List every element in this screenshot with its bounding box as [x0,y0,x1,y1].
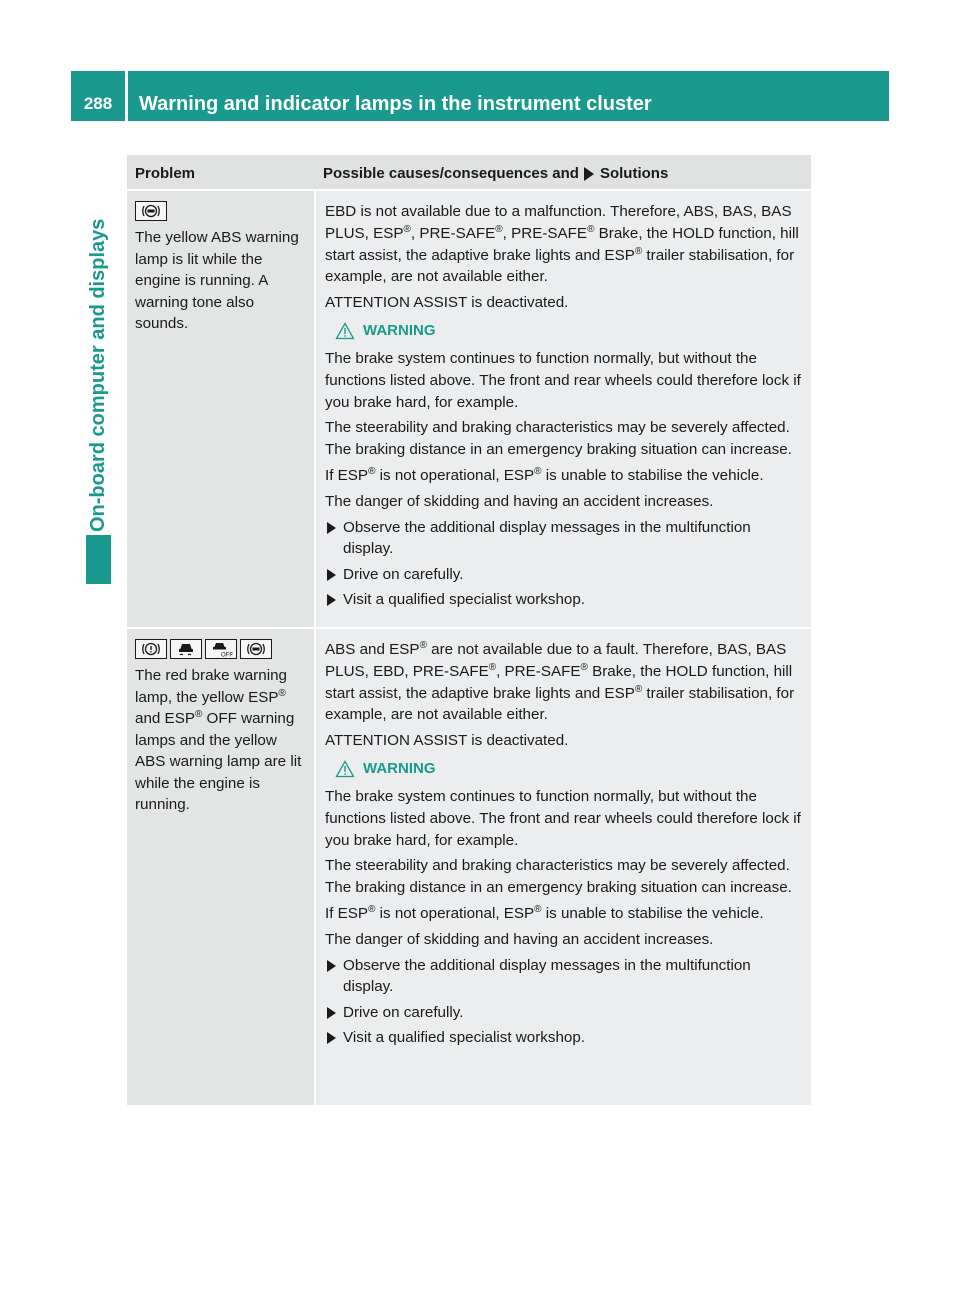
step-arrow-icon [327,1032,336,1044]
attention-assist-note: ATTENTION ASSIST is deactivated. [325,732,569,750]
problem-text: The yellow ABS warning lamp is lit while the engine is running. A warning tone also sounds. [135,229,299,332]
warning-heading: WARNING [335,760,804,778]
col-header-problem: Problem [135,165,196,182]
danger-note: The danger of skidding and having an accident increases. [325,930,714,948]
action-step: Observe the additional display messages in the multifunction display. [325,517,804,560]
action-step: Visit a qualified specialist workshop. [325,589,804,611]
step-arrow-icon [327,569,336,581]
action-step: Drive on carefully. [325,1002,804,1024]
col-header-solutions [314,155,811,189]
col-header-solutions-a: Possible causes/consequences and [323,165,579,182]
warning-text: The brake system continues to function normally, but without the functions listed above. The front and rear wheels could therefore lock if you brake hard, for example. [325,349,801,411]
abs-warning-icon [240,639,272,659]
action-step: Drive on carefully. [325,564,804,586]
warning-triangle-icon [335,760,355,778]
brake-warning-icon [135,639,167,659]
warning-text: The steerability and braking characteristics may be severely affected. The braking distance in an emergency braking situation can increase. [325,857,792,897]
warning-text: The steerability and braking characteristics may be severely affected. The braking distance in an emergency braking situation can increase. [325,419,792,459]
esp-warning-icon [170,639,202,659]
abs-warning-icon [135,201,167,221]
page-title: Warning and indicator lamps in the instrument cluster [139,93,652,115]
esp-note: If ESP® is not operational, ESP® is unable to stabilise the vehicle. [325,903,764,922]
cause-paragraph: EBD is not available due to a malfunction. Therefore, ABS, BAS, BAS PLUS, ESP®, PRE-SAFE®, PRE-SAFE® Brake, the HOLD function, hill start assist, the adaptive brake lights and ESP® trailer stabilisation, for example, are not available either. [325,203,799,286]
step-arrow-icon [327,522,336,534]
lamp-icons [135,201,306,221]
esp-note: If ESP® is not operational, ESP® is unable to stabilise the vehicle. [325,465,764,484]
col-header-solutions-b: Solutions [599,165,669,182]
action-step: Observe the additional display messages in the multifunction display. [325,955,804,998]
side-tab-marker [86,535,111,584]
problem-text: The red brake warning lamp, the yellow ESP® and ESP® OFF warning lamps and the yellow ABS warning lamp are lit while the engine is running. [135,667,302,813]
lamp-icons [135,639,306,659]
solution-cell [314,629,811,1105]
warning-lamp-table [127,155,811,1105]
action-step: Visit a qualified specialist workshop. [325,1027,804,1049]
step-arrow-icon [327,960,336,972]
warning-text: The brake system continues to function normally, but without the functions listed above. The front and rear wheels could therefore lock if you brake hard, for example. [325,787,801,849]
step-arrow-icon [327,1007,336,1019]
warning-heading: WARNING [335,322,804,340]
warning-triangle-icon [335,322,355,340]
page-number: 288 [83,94,113,113]
esp-off-icon [205,639,237,659]
step-arrow-icon [327,594,336,606]
arrow-right-icon [584,167,594,181]
header-divider [125,71,128,121]
cause-paragraph: ABS and ESP® are not available due to a fault. Therefore, BAS, BAS PLUS, EBD, PRE-SAFE®, PRE-SAFE® Brake, the HOLD function, hill start assist, the adaptive brake lights and ESP® trailer stabilisation, for example, are not available either. [325,639,795,724]
table-row [127,627,811,1105]
danger-note: The danger of skidding and having an accident increases. [325,492,714,510]
problem-cell [127,191,314,627]
side-tab-label: On-board computer and displays [87,218,109,532]
table-row [127,189,811,627]
problem-cell [127,629,314,1105]
attention-assist-note: ATTENTION ASSIST is deactivated. [325,294,569,312]
svg-text:OFF: OFF [221,652,233,658]
solution-cell [314,191,811,627]
table-header [127,155,811,189]
